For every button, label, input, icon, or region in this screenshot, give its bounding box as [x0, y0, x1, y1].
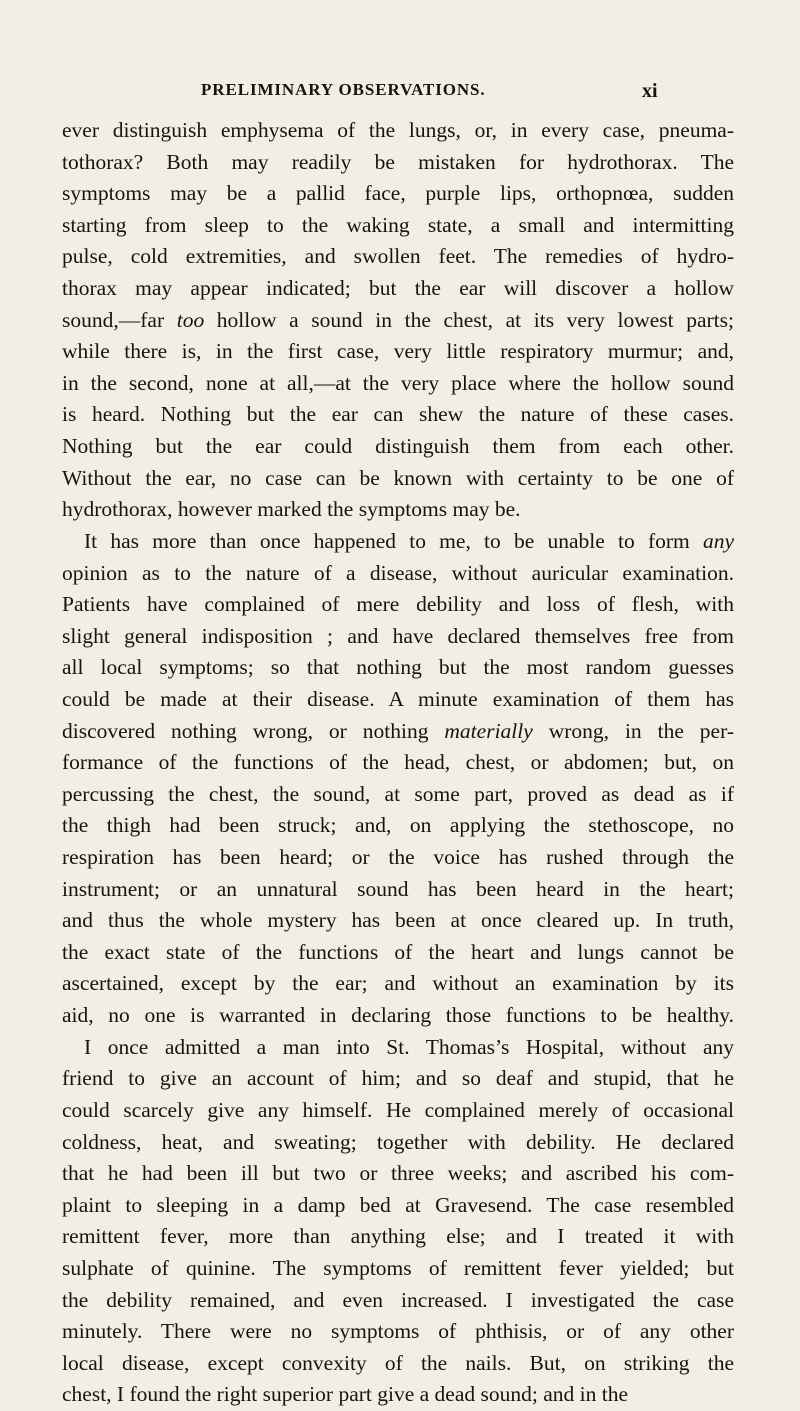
text-line: opinion as to the nature of a disease, without auricular examination.	[62, 560, 734, 585]
text-line: aid, no one is warranted in declaring those functions to be healthy.	[62, 1003, 734, 1028]
text-line: and thus the whole mystery has been at once cleared up. In truth,	[62, 908, 734, 933]
text-line: minutely. There were no symptoms of phthisis, or of any other	[62, 1319, 734, 1344]
text-line: tothorax? Both may readily be mistaken for hydrothorax. The	[62, 149, 734, 174]
text-line: local disease, except convexity of the nails. But, on striking the	[62, 1350, 734, 1375]
text-line: pulse, cold extremities, and swollen feet. The remedies of hydro-	[62, 244, 734, 269]
text-line: is heard. Nothing but the ear can shew the nature of these cases.	[62, 402, 734, 427]
running-head-title: PRELIMINARY OBSERVATIONS.	[201, 80, 486, 99]
text-line: coldness, heat, and sweating; together with debility. He declared	[62, 1129, 734, 1154]
text-line: slight general indisposition ; and have declared themselves free from	[62, 623, 734, 648]
text-line: all local symptoms; so that nothing but the most random guesses	[62, 655, 734, 680]
text-line: while there is, in the first case, very little respiratory murmur; and,	[62, 339, 734, 364]
text-segment: It has more than once happened to me, to be unable to form	[84, 528, 703, 553]
italic-emphasis: materially	[444, 718, 533, 743]
text-line: chest, I found the right superior part give a dead sound; and in the	[62, 1382, 629, 1407]
text-line	[62, 305, 734, 337]
text-line: the exact state of the functions of the heart and lungs cannot be	[62, 939, 734, 964]
text-line	[62, 526, 734, 558]
text-line: formance of the functions of the head, chest, or abdomen; but, on	[62, 750, 734, 775]
text-line	[62, 716, 734, 748]
text-line: in the second, none at all,—at the very place where the hollow sound	[62, 370, 734, 395]
body-text	[62, 115, 734, 1411]
text-segment: sound,—far	[62, 307, 177, 332]
text-segment: wrong, in the per-	[532, 718, 734, 743]
text-line: ascertained, except by the ear; and without an examination by its	[62, 971, 734, 996]
text-line: percussing the chest, the sound, at some part, proved as dead as if	[62, 781, 734, 806]
text-line: hydrothorax, however marked the symptoms may be.	[62, 497, 521, 522]
text-line: ever distinguish emphysema of the lungs, or, in every case, pneuma-	[62, 118, 734, 142]
italic-emphasis: any	[702, 528, 734, 553]
text-line: plaint to sleeping in a damp bed at Gravesend. The case resembled	[62, 1192, 734, 1217]
text-line: thorax may appear indicated; but the ear will discover a hollow	[62, 276, 734, 301]
italic-emphasis: too	[176, 307, 205, 332]
text-line: the debility remained, and even increased. I investigated the case	[62, 1287, 734, 1312]
running-head	[0, 80, 800, 104]
text-line: Nothing but the ear could distinguish them from each other.	[62, 434, 734, 459]
text-line: Patients have complained of mere debility and loss of flesh, with	[62, 592, 734, 617]
text-line: friend to give an account of him; and so deaf and stupid, that he	[62, 1066, 734, 1091]
text-line: starting from sleep to the waking state, a small and intermitting	[62, 212, 734, 237]
text-line: Without the ear, no case can be known with certainty to be one of	[62, 465, 734, 490]
page-number: xi	[642, 80, 658, 102]
text-segment: discovered nothing wrong, or nothing	[62, 718, 445, 743]
text-line: sulphate of quinine. The symptoms of remittent fever yielded; but	[62, 1255, 734, 1280]
text-line: the thigh had been struck; and, on applying the stethoscope, no	[62, 813, 734, 838]
text-segment: hollow a sound in the chest, at its very lowest parts;	[204, 307, 734, 332]
text-line: could be made at their disease. A minute examination of them has	[62, 686, 734, 711]
text-line: that he had been ill but two or three weeks; and ascribed his com-	[62, 1161, 734, 1186]
text-line: instrument; or an unnatural sound has been heard in the heart;	[62, 876, 734, 901]
text-line: respiration has been heard; or the voice has rushed through the	[62, 845, 734, 870]
text-line: I once admitted a man into St. Thomas’s Hospital, without any	[84, 1034, 734, 1059]
text-line: could scarcely give any himself. He complained merely of occasional	[62, 1097, 734, 1122]
text-line: remittent fever, more than anything else; and I treated it with	[62, 1224, 734, 1249]
text-line: symptoms may be a pallid face, purple lips, orthopnœa, sudden	[62, 181, 734, 206]
